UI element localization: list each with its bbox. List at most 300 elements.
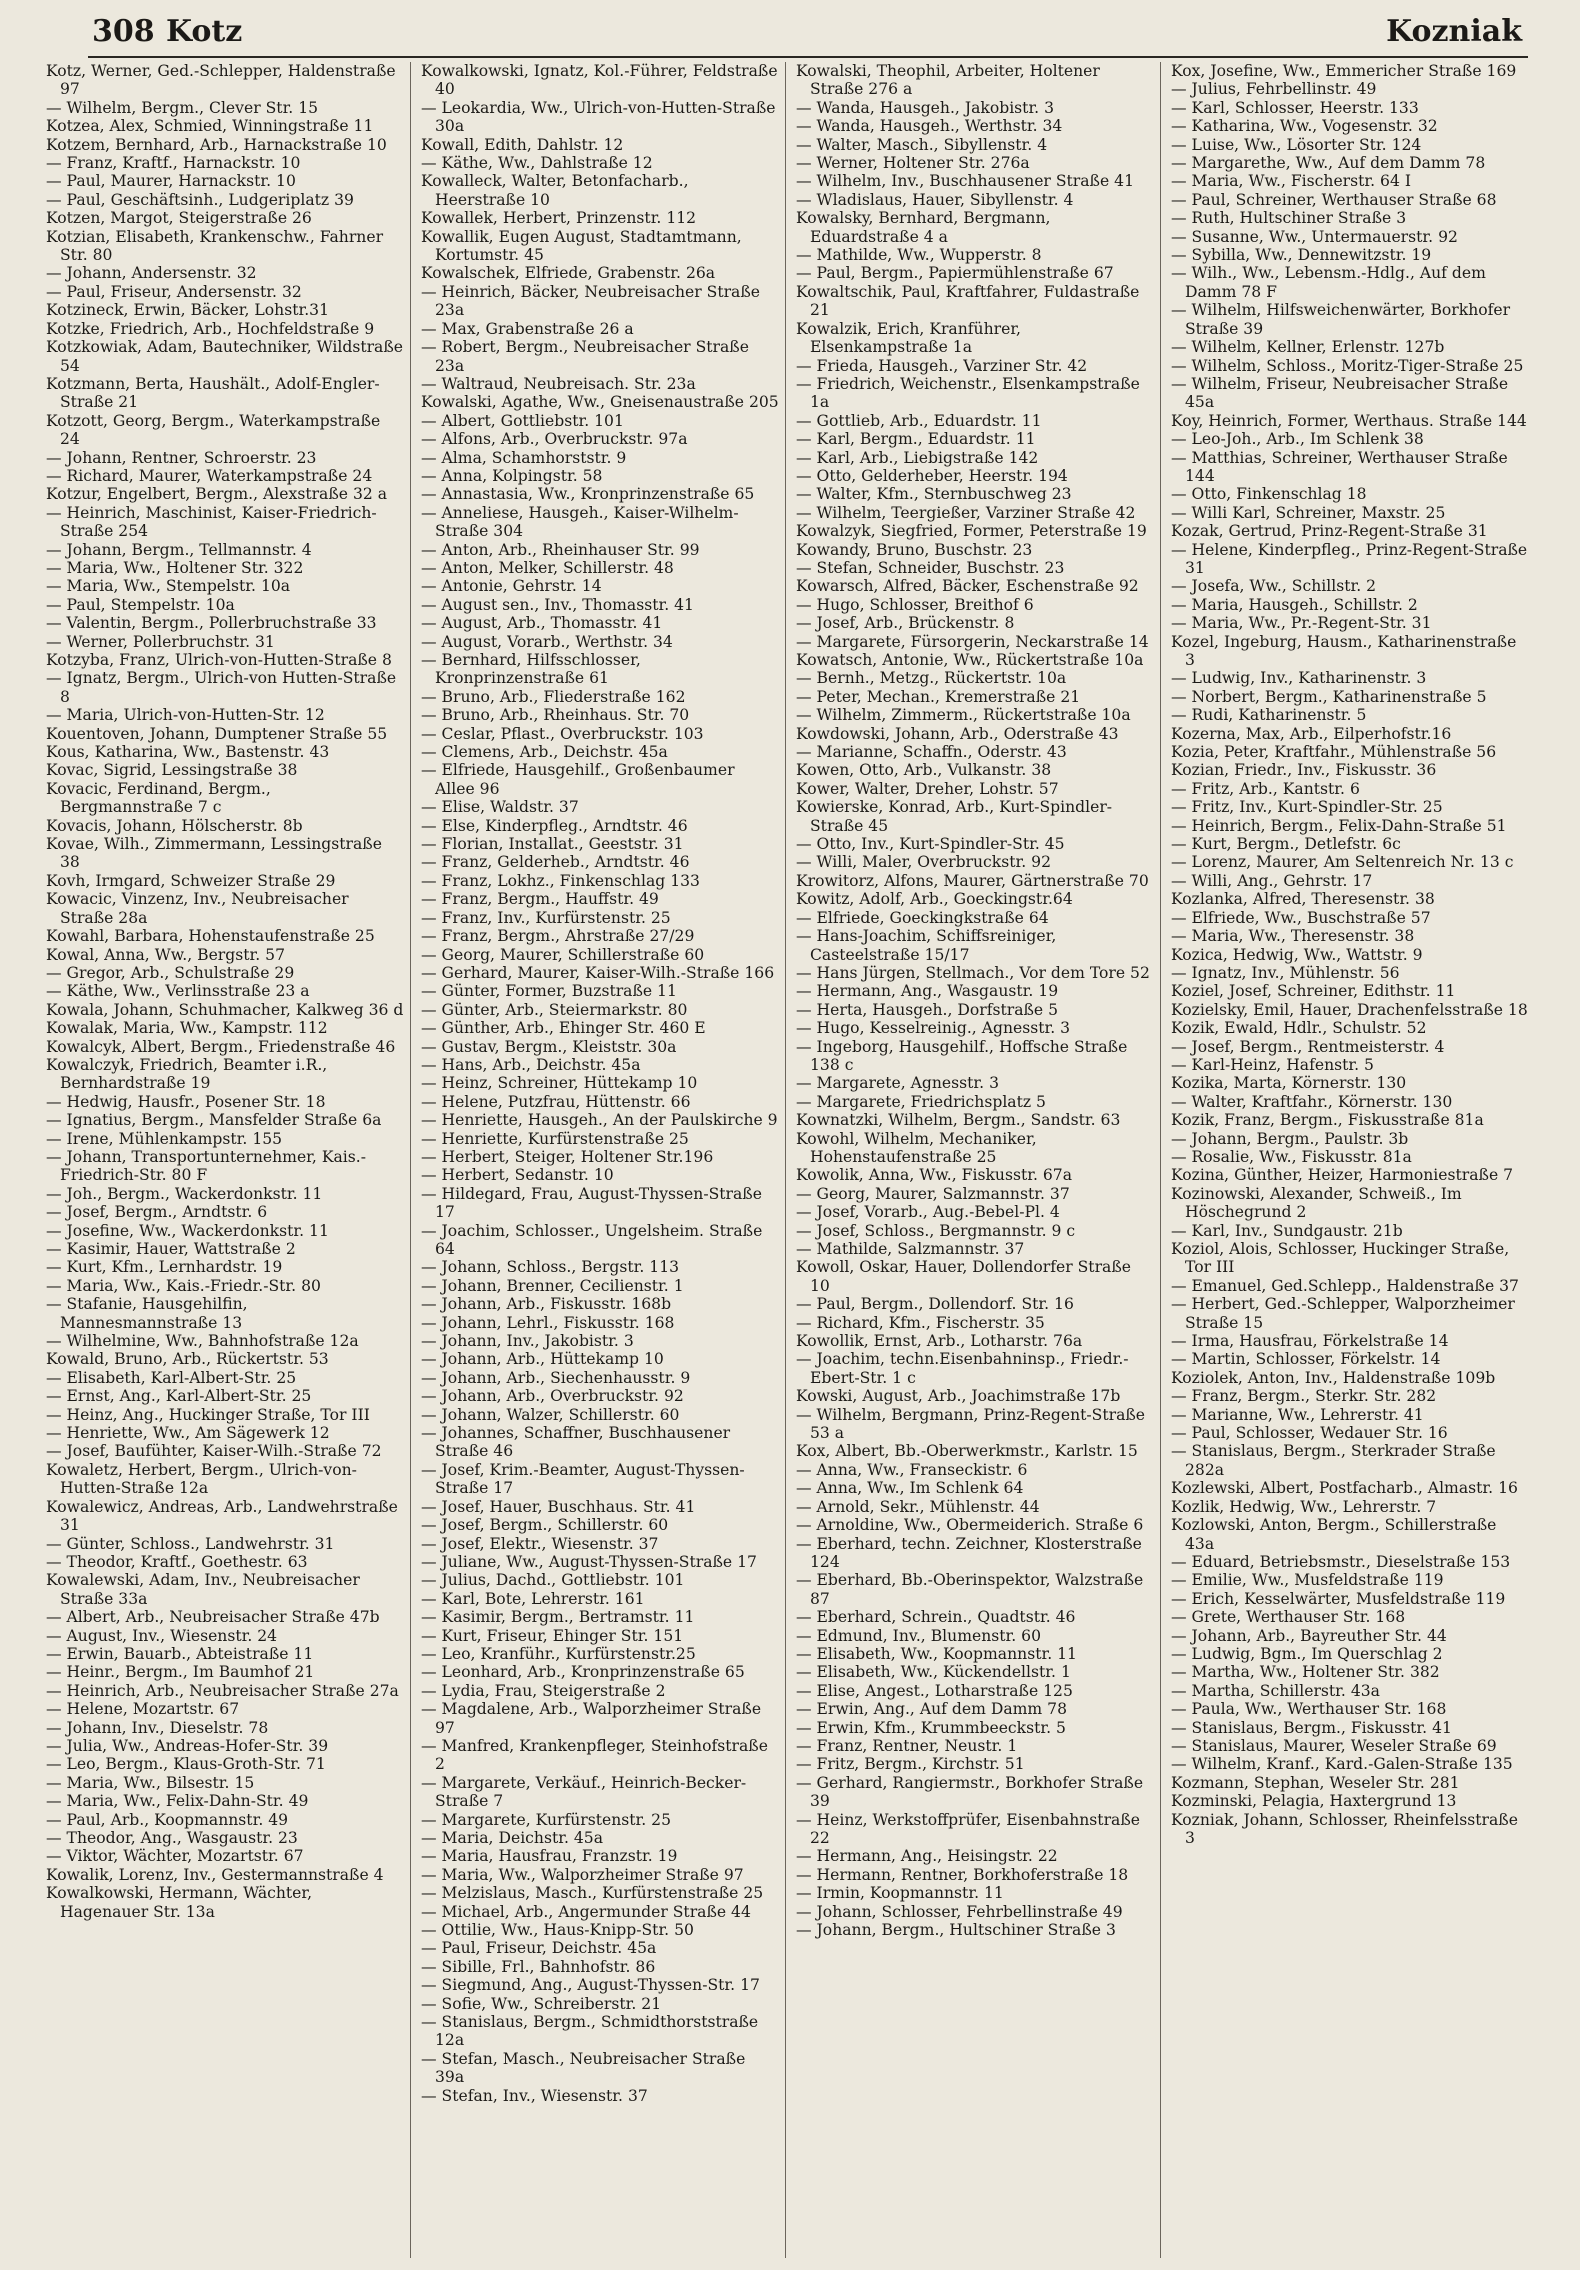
- directory-entry: — Walter, Kraftfahr., Körnerstr. 130: [1171, 1092, 1453, 1111]
- directory-entry: Kowalewicz, Andreas, Arb., Landwehrstraße 31: [46, 1497, 398, 1535]
- directory-entry: — Anna, Ww., Im Schlenk 64: [796, 1479, 1024, 1498]
- directory-entry: — August, Vorarb., Werthstr. 34: [421, 632, 673, 651]
- directory-entry: — Josef, Bergm., Schillerstr. 60: [421, 1516, 669, 1535]
- directory-entry: — Georg, Maurer, Salzmannstr. 37: [796, 1184, 1070, 1203]
- directory-entry: — Sofie, Ww., Schreiberstr. 21: [421, 1994, 662, 2013]
- directory-entry: Kozielsky, Emil, Hauer, Drachenfelsstraße 18: [1171, 1000, 1528, 1019]
- directory-entry: — Stanislaus, Bergm., Sterkrader Straße 282a: [1171, 1442, 1496, 1479]
- directory-entry: Kozerna, Max, Arb., Eilperhofstr.16: [1171, 724, 1452, 743]
- directory-entry: — Elfriede, Hausgehilf., Großenbaumer Allee 96: [421, 761, 735, 798]
- directory-entry: — Bruno, Arb., Rheinhaus. Str. 70: [421, 706, 690, 725]
- directory-entry: — Johann, Lehrl., Fiskusstr. 168: [421, 1313, 675, 1332]
- directory-entry: Kowallek, Herbert, Prinzenstr. 112: [421, 209, 697, 228]
- directory-entry: — Walter, Masch., Sibyllenstr. 4: [796, 135, 1048, 154]
- directory-entry: Kowallik, Eugen August, Stadtamtmann, Kortumstr. 45: [421, 227, 742, 265]
- directory-entry: — Hans Jürgen, Stellmach., Vor dem Tore 52: [796, 963, 1150, 982]
- directory-entry: — Josef, Bergm., Arndtstr. 6: [46, 1203, 268, 1222]
- directory-entry: — Anton, Melker, Schillerstr. 48: [421, 558, 674, 577]
- directory-entry: Kozica, Hedwig, Ww., Wattstr. 9: [1171, 945, 1423, 964]
- directory-entry: — Heinrich, Arb., Neubreisacher Straße 27a: [46, 1681, 399, 1700]
- directory-entry: — Matthias, Schreiner, Werthauser Straße 144: [1171, 448, 1508, 485]
- directory-entry: — Walter, Kfm., Sternbuschweg 23: [796, 485, 1072, 504]
- directory-entry: Koziol, Alois, Schlosser, Huckinger Straße, Tor III: [1171, 1240, 1510, 1277]
- directory-entry: Kovacis, Johann, Hölscherstr. 8b: [46, 816, 303, 835]
- directory-entry: — Gerhard, Maurer, Kaiser-Wilh.-Straße 166: [421, 963, 775, 982]
- directory-entry: Kotzott, Georg, Bergm., Waterkampstraße 24: [46, 411, 381, 449]
- directory-entry: — Irene, Mühlenkampstr. 155: [46, 1129, 283, 1148]
- directory-entry: — Ludwig, Bgm., Im Querschlag 2: [1171, 1644, 1443, 1663]
- directory-entry: — Maria, Ww., Bilsestr. 15: [46, 1773, 255, 1792]
- directory-entry: — Heinrich, Bergm., Felix-Dahn-Straße 51: [1171, 816, 1507, 835]
- directory-entry: — Alma, Schamhorststr. 9: [421, 448, 627, 467]
- directory-entry: — Käthe, Ww., Dahlstraße 12: [421, 154, 653, 173]
- directory-entry: — Maria, Ww., Stempelstr. 10a: [46, 577, 291, 596]
- directory-entry: Kowarsch, Alfred, Bäcker, Eschenstraße 92: [796, 577, 1139, 596]
- directory-entry: — Stanislaus, Maurer, Weseler Straße 69: [1171, 1736, 1497, 1755]
- directory-entry: — Erwin, Bauarb., Abteistraße 11: [46, 1644, 314, 1663]
- directory-entry: — Josef, Arb., Brückenstr. 8: [796, 614, 1015, 633]
- directory-entry: — Elise, Waldstr. 37: [421, 798, 579, 817]
- directory-entry: Koy, Heinrich, Former, Werthaus. Straße 144: [1171, 411, 1527, 430]
- directory-entry: Kowalski, Theophil, Arbeiter, Holtener Straße 276 a: [796, 62, 1100, 99]
- directory-entry: Kowitz, Adolf, Arb., Goeckingstr.64: [796, 890, 1073, 909]
- directory-entry: — Eberhard, Bb.-Oberinspektor, Walzstraße 87: [796, 1571, 1144, 1608]
- directory-entry: — Stanislaus, Bergm., Schmidthorststraße 12a: [421, 2013, 759, 2050]
- directory-entry: Kox, Albert, Bb.-Oberwerkmstr., Karlstr. 15: [796, 1442, 1138, 1461]
- directory-entry: — Hugo, Kesselreinig., Agnesstr. 3: [796, 1019, 1071, 1038]
- directory-entry: Kowalkowski, Hermann, Wächter, Hagenauer Str. 13a: [46, 1884, 313, 1921]
- directory-entry: — Theodor, Kraftf., Goethestr. 63: [46, 1552, 308, 1571]
- directory-entry: — Maria, Ww., Kais.-Friedr.-Str. 80: [46, 1276, 321, 1295]
- directory-entry: — Fritz, Inv., Kurt-Spindler-Str. 25: [1171, 798, 1443, 817]
- directory-entry: Kowen, Otto, Arb., Vulkanstr. 38: [796, 761, 1052, 780]
- directory-entry: — Eduard, Betriebsmstr., Dieselstraße 153: [1171, 1552, 1511, 1571]
- directory-entry: — Paul, Arb., Koopmannstr. 49: [46, 1810, 289, 1829]
- directory-entry: Kozika, Marta, Körnerstr. 130: [1171, 1074, 1407, 1093]
- directory-entry: — Karl, Bote, Lehrerstr. 161: [421, 1589, 645, 1608]
- directory-entry: — Josef, Baufühter, Kaiser-Wilh.-Straße 72: [46, 1442, 382, 1461]
- directory-entry: — Franz, Bergm., Ahrstraße 27/29: [421, 927, 695, 946]
- directory-entry: — Waltraud, Neubreisach. Str. 23a: [421, 374, 696, 393]
- directory-entry: — Günter, Schloss., Landwehrstr. 31: [46, 1534, 335, 1553]
- directory-column-4: [1171, 62, 1536, 2258]
- directory-entry: — Gustav, Bergm., Kleiststr. 30a: [421, 1037, 677, 1056]
- directory-column-2: [421, 62, 786, 2258]
- running-head-right: Kozniak: [1386, 14, 1522, 49]
- directory-entry: Kowatsch, Antonie, Ww., Rückertstraße 10a: [796, 651, 1144, 669]
- directory-entry: — Hedwig, Hausfr., Posener Str. 18: [46, 1092, 326, 1111]
- directory-entry: — Fritz, Bergm., Kirchstr. 51: [796, 1755, 1025, 1774]
- directory-entry: — Franz, Bergm., Sterkr. Str. 282: [1171, 1387, 1437, 1406]
- directory-entry: — Karl, Arb., Liebigstraße 142: [796, 448, 1039, 467]
- directory-entry: Kowall, Edith, Dahlstr. 12: [421, 135, 624, 154]
- directory-entry: — Luise, Ww., Lösorter Str. 124: [1171, 135, 1422, 154]
- directory-entry: Kowohl, Wilhelm, Mechaniker, Hohenstaufenstraße 25: [796, 1129, 1037, 1166]
- directory-entry: — Martin, Schlosser, Förkelstr. 14: [1171, 1350, 1441, 1369]
- directory-entry: — Anneliese, Hausgeh., Kaiser-Wilhelm-Straße 304: [421, 503, 739, 541]
- directory-entry: — Wilhelm, Bergmann, Prinz-Regent-Straße 53 a: [796, 1405, 1146, 1443]
- directory-entry: — Hermann, Ang., Heisingstr. 22: [796, 1847, 1058, 1866]
- directory-entry: — Irma, Hausfrau, Förkelstraße 14: [1171, 1332, 1449, 1351]
- directory-entry: — Margarete, Agnesstr. 3: [796, 1074, 999, 1093]
- directory-entry: — Maria, Ww., Walporzheimer Straße 97: [421, 1865, 744, 1884]
- directory-entry: — Heinz, Werkstoffprüfer, Eisenbahnstraße 22: [796, 1810, 1140, 1847]
- directory-entry: — Karl, Schlosser, Heerstr. 133: [1171, 98, 1419, 117]
- directory-entry: — Wilhelm, Bergm., Clever Str. 15: [46, 98, 319, 117]
- directory-column-1: [46, 62, 411, 2258]
- directory-entry: — Edmund, Inv., Blumenstr. 60: [796, 1626, 1042, 1645]
- directory-entry: — Karl, Bergm., Eduardstr. 11: [796, 430, 1036, 449]
- directory-entry: — Elise, Angest., Lotharstraße 125: [796, 1681, 1073, 1700]
- directory-entry: Kotzkowiak, Adam, Bautechniker, Wildstraße 54: [46, 338, 403, 375]
- directory-entry: — Margarete, Fürsorgerin, Neckarstraße 14: [796, 632, 1149, 651]
- directory-entry: Kozinowski, Alexander, Schweiß., Im Höschegrund 2: [1171, 1184, 1462, 1222]
- directory-entry: — Johann, Arb., Hüttekamp 10: [421, 1350, 664, 1369]
- directory-entry: — Melzislaus, Masch., Kurfürstenstraße 25: [421, 1884, 764, 1903]
- directory-entry: Kowdowski, Johann, Arb., Oderstraße 43: [796, 724, 1119, 743]
- directory-entry: — Bernhard, Hilfsschlosser, Kronprinzenstraße 61: [421, 651, 641, 688]
- directory-entry: — Lydia, Frau, Steigerstraße 2: [421, 1681, 666, 1700]
- directory-entry: — Franz, Kraftf., Harnackstr. 10: [46, 154, 301, 173]
- directory-entry: — Helene, Mozartstr. 67: [46, 1700, 240, 1719]
- directory-entry: — Paul, Bergm., Dollendorf. Str. 16: [796, 1295, 1074, 1314]
- directory-entry: Kowaltschik, Paul, Kraftfahrer, Fuldastraße 21: [796, 282, 1140, 320]
- directory-entry: Kozik, Franz, Bergm., Fiskusstraße 81a: [1171, 1111, 1484, 1130]
- directory-entry: — Anna, Kolpingstr. 58: [421, 466, 603, 485]
- directory-entry: — Maria, Ulrich-von-Hutten-Str. 12: [46, 706, 325, 725]
- directory-entry: — Josef, Hauer, Buschhaus. Str. 41: [421, 1497, 696, 1516]
- directory-entry: Kowal, Anna, Ww., Bergstr. 57: [46, 945, 286, 964]
- directory-entry: — Annastasia, Ww., Kronprinzenstraße 65: [421, 485, 755, 504]
- directory-entry: — Henriette, Kurfürstenstraße 25: [421, 1129, 689, 1148]
- directory-entry: — Arnoldine, Ww., Obermeiderich. Straße 6: [796, 1516, 1144, 1535]
- directory-entry: — Sibille, Frl., Bahnhofstr. 86: [421, 1957, 656, 1976]
- directory-entry: — Rosalie, Ww., Fiskusstr. 81a: [1171, 1147, 1412, 1166]
- directory-entry: — Anton, Arb., Rheinhauser Str. 99: [421, 540, 700, 559]
- directory-entry: — Helene, Kinderpfleg., Prinz-Regent-Straße 31: [1171, 540, 1528, 577]
- directory-entry: — Willi, Ang., Gehrstr. 17: [1171, 871, 1373, 890]
- directory-entry: — Margarete, Kurfürstenstr. 25: [421, 1810, 672, 1829]
- directory-entry: Koziolek, Anton, Inv., Haldenstraße 109b: [1171, 1368, 1496, 1387]
- directory-entry: — Leo, Kranführ., Kurfürstenstr.25: [421, 1644, 696, 1663]
- directory-entry: — Paul, Friseur, Deichstr. 45a: [421, 1939, 657, 1958]
- directory-entry: — Josef, Vorarb., Aug.-Bebel-Pl. 4: [796, 1203, 1060, 1222]
- directory-entry: Kowalkowski, Ignatz, Kol.-Führer, Feldstraße 40: [421, 62, 778, 99]
- directory-entry: — Grete, Werthauser Str. 168: [1171, 1608, 1406, 1627]
- page-number: 308: [92, 14, 155, 49]
- directory-entry: Kowski, August, Arb., Joachimstraße 17b: [796, 1387, 1121, 1406]
- directory-entry: Kovh, Irmgard, Schweizer Straße 29: [46, 871, 336, 890]
- directory-entry: Koziel, Josef, Schreiner, Edithstr. 11: [1171, 982, 1456, 1001]
- directory-entry: Kotz, Werner, Ged.-Schlepper, Haldenstraße 97: [46, 62, 396, 99]
- directory-entry: — Karl-Heinz, Hafenstr. 5: [1171, 1055, 1374, 1074]
- directory-entry: — Wilhelm, Inv., Buschhausener Straße 41: [796, 172, 1134, 191]
- directory-entry: — Sybilla, Ww., Dennewitzstr. 19: [1171, 246, 1432, 265]
- directory-entry: — Erwin, Ang., Auf dem Damm 78: [796, 1700, 1067, 1719]
- directory-entry: — Theodor, Ang., Wasgaustr. 23: [46, 1829, 298, 1847]
- directory-entry: — Joh., Bergm., Wackerdonkstr. 11: [46, 1184, 323, 1203]
- running-head-left: Kotz: [166, 14, 243, 49]
- directory-entry: — Friedrich, Weichenstr., Elsenkampstraße 1a: [796, 374, 1140, 412]
- directory-entry: — Ceslar, Pflast., Overbruckstr. 103: [421, 724, 704, 743]
- directory-entry: Krowitorz, Alfons, Maurer, Gärtnerstraße 70: [796, 871, 1149, 890]
- directory-entry: Kotzea, Alex, Schmied, Winningstraße 11: [46, 117, 374, 136]
- directory-entry: — Julius, Dachd., Gottliebstr. 101: [421, 1571, 685, 1590]
- directory-entry: Kotzmann, Berta, Haushält., Adolf-Engler-Straße 21: [46, 374, 380, 412]
- directory-entry: — Johann, Schlosser, Fehrbellinstraße 49: [796, 1902, 1123, 1921]
- directory-entry: — Mathilde, Ww., Wupperstr. 8: [796, 246, 1042, 265]
- directory-entry: — Ernst, Ang., Karl-Albert-Str. 25: [46, 1387, 312, 1406]
- directory-entry: — Eberhard, Schrein., Quadtstr. 46: [796, 1608, 1076, 1627]
- directory-entry: — Johann, Walzer, Schillerstr. 60: [421, 1405, 680, 1424]
- directory-entry: — Maria, Hausgeh., Schillstr. 2: [1171, 595, 1418, 614]
- directory-entry: — Emanuel, Ged.Schlepp., Haldenstraße 37: [1171, 1276, 1519, 1295]
- directory-entry: — Kurt, Friseur, Ehinger Str. 151: [421, 1626, 684, 1645]
- directory-entry: — Valentin, Bergm., Pollerbruchstraße 33: [46, 614, 377, 633]
- directory-entry: Kozia, Peter, Kraftfahr., Mühlenstraße 56: [1171, 743, 1497, 762]
- directory-entry: — Elfriede, Goeckingkstraße 64: [796, 908, 1049, 927]
- directory-entry: — Fritz, Arb., Kantstr. 6: [1171, 779, 1360, 798]
- directory-entry: Kownatzki, Wilhelm, Bergm., Sandstr. 63: [796, 1111, 1121, 1130]
- directory-entry: — Richard, Maurer, Waterkampstraße 24: [46, 466, 373, 485]
- directory-entry: — Wilhelm, Kranf., Kard.-Galen-Straße 135: [1171, 1755, 1513, 1774]
- directory-entry: — Susanne, Ww., Untermauerstr. 92: [1171, 227, 1458, 246]
- directory-entry: — Martha, Schillerstr. 43a: [1171, 1681, 1380, 1700]
- directory-entry: — Antonie, Gehrstr. 14: [421, 577, 602, 596]
- directory-entry: — Johann, Arb., Bayreuther Str. 44: [1171, 1626, 1447, 1645]
- directory-entry: — Wilhelm, Schloss., Moritz-Tiger-Straße 25: [1171, 356, 1524, 375]
- directory-entry: — Josef, Elektr., Wiesenstr. 37: [421, 1534, 659, 1553]
- directory-entry: — Franz, Bergm., Hauffstr. 49: [421, 890, 659, 909]
- directory-entry: Kozik, Ewald, Hdlr., Schulstr. 52: [1171, 1019, 1427, 1038]
- directory-entry: — Michael, Arb., Angermunder Straße 44: [421, 1902, 751, 1921]
- directory-entry: — Maria, Hausfrau, Franzstr. 19: [421, 1847, 678, 1866]
- directory-entry: — Joachim, techn.Eisenbahninsp., Friedr.-Ebert-Str. 1 c: [796, 1350, 1129, 1387]
- directory-entry: — Viktor, Wächter, Mozartstr. 67: [46, 1847, 304, 1866]
- directory-entry: — Otto, Finkenschlag 18: [1171, 485, 1367, 504]
- directory-entry: — Kasimir, Hauer, Wattstraße 2: [46, 1240, 296, 1258]
- directory-entry: Kowalczyk, Friedrich, Beamter i.R., Bernhardstraße 19: [46, 1055, 328, 1093]
- directory-entry: — Bruno, Arb., Fliederstraße 162: [421, 687, 686, 706]
- directory-entry: — Wanda, Hausgeh., Werthstr. 34: [796, 117, 1063, 136]
- directory-entry: — Maria, Ww., Holtener Str. 322: [46, 558, 304, 577]
- directory-entry: — Gerhard, Rangiermstr., Borkhofer Straße 39: [796, 1773, 1144, 1811]
- directory-entry: — Magdalene, Arb., Walporzheimer Straße 97: [421, 1700, 762, 1737]
- directory-entry: — Eberhard, techn. Zeichner, Klosterstraße 124: [796, 1534, 1142, 1571]
- directory-entry: Kowald, Bruno, Arb., Rückertstr. 53: [46, 1350, 329, 1369]
- directory-entry: — Günther, Arb., Ehinger Str. 460 E: [421, 1019, 706, 1038]
- directory-entry: — Josefine, Ww., Wackerdonkstr. 11: [46, 1221, 329, 1240]
- directory-entry: — Werner, Holtener Str. 276a: [796, 154, 1030, 173]
- directory-entry: — Paul, Schreiner, Werthauser Straße 68: [1171, 190, 1497, 209]
- directory-entry: Kotzur, Engelbert, Bergm., Alexstraße 32 a: [46, 485, 388, 504]
- directory-entry: Kowalak, Maria, Ww., Kampstr. 112: [46, 1019, 328, 1038]
- directory-entry: — Johann, Andersenstr. 32: [46, 264, 257, 283]
- directory-entry: — Johann, Rentner, Schroerstr. 23: [46, 448, 317, 467]
- directory-entry: — Heinz, Schreiner, Hüttekamp 10: [421, 1074, 698, 1093]
- directory-entry: — Johann, Arb., Overbruckstr. 92: [421, 1387, 684, 1406]
- directory-entry: — Hans-Joachim, Schiffsreiniger, Casteelstraße 15/17: [796, 927, 1057, 964]
- directory-entry: — Robert, Bergm., Neubreisacher Straße 23a: [421, 338, 749, 375]
- directory-entry: — Norbert, Bergm., Katharinenstraße 5: [1171, 687, 1487, 706]
- directory-entry: Kozniak, Johann, Schlosser, Rheinfelsstraße 3: [1171, 1810, 1518, 1847]
- directory-entry: — Helene, Putzfrau, Hüttenstr. 66: [421, 1092, 691, 1111]
- directory-entry: Kowalzik, Erich, Kranführer, Elsenkampstraße 1a: [796, 319, 1022, 357]
- directory-entry: — Stefan, Masch., Neubreisacher Straße 39a: [421, 2049, 746, 2087]
- directory-entry: — Josef, Bergm., Rentmeisterstr. 4: [1171, 1037, 1445, 1056]
- directory-entry: Kower, Walter, Dreher, Lohstr. 57: [796, 779, 1059, 798]
- directory-entry: — Peter, Mechan., Kremerstraße 21: [796, 687, 1081, 706]
- directory-entry: — Erich, Kesselwärter, Musfeldstraße 119: [1171, 1589, 1506, 1608]
- directory-entry: — Johann, Bergm., Hultschiner Straße 3: [796, 1921, 1116, 1940]
- directory-entry: — Johann, Inv., Dieselstr. 78: [46, 1718, 269, 1737]
- directory-entry: Kozmann, Stephan, Weseler Str. 281: [1171, 1773, 1460, 1792]
- directory-entry: — Johann, Arb., Siechenhausstr. 9: [421, 1368, 691, 1387]
- directory-column-3: [796, 62, 1161, 2258]
- directory-entry: — Else, Kinderpfleg., Arndtstr. 46: [421, 816, 688, 835]
- directory-entry: — Otto, Inv., Kurt-Spindler-Str. 45: [796, 835, 1065, 854]
- directory-entry: Kowalschek, Elfriede, Grabenstr. 26a: [421, 264, 716, 283]
- directory-entry: Kovae, Wilh., Zimmermann, Lessingstraße 38: [46, 835, 382, 872]
- directory-entry: Kouentoven, Johann, Dumptener Straße 55: [46, 724, 388, 743]
- directory-entry: — Florian, Installat., Geeststr. 31: [421, 835, 684, 854]
- directory-entry: — Wilhelm, Teergießer, Varziner Straße 42: [796, 503, 1136, 522]
- directory-entry: — Johann, Arb., Fiskusstr. 168b: [421, 1295, 672, 1314]
- directory-entry: — Wilhelm, Hilfsweichenwärter, Borkhofer Straße 39: [1171, 301, 1511, 338]
- directory-entry: Kous, Katharina, Ww., Bastenstr. 43: [46, 743, 330, 762]
- directory-entry: — Käthe, Ww., Verlinsstraße 23 a: [46, 982, 310, 1001]
- directory-entry: — Herta, Hausgeh., Dorfstraße 5: [796, 1000, 1059, 1019]
- directory-entry: — Julia, Ww., Andreas-Hofer-Str. 39: [46, 1736, 329, 1755]
- directory-entry: — Otto, Gelderheber, Heerstr. 194: [796, 466, 1068, 485]
- directory-entry: — Henriette, Ww., Am Sägewerk 12: [46, 1424, 330, 1443]
- directory-entry: — Anna, Ww., Franseckistr. 6: [796, 1460, 1028, 1479]
- directory-entry: — Georg, Maurer, Schillerstraße 60: [421, 945, 705, 964]
- directory-entry: — Herbert, Steiger, Holtener Str.196: [421, 1147, 714, 1166]
- directory-entry: — Wilhelm, Zimmerm., Rückertstraße 10a: [796, 706, 1131, 725]
- directory-entry: — Maria, Ww., Pr.-Regent-Str. 31: [1171, 614, 1432, 633]
- directory-entry: — Arnold, Sekr., Mühlenstr. 44: [796, 1497, 1040, 1516]
- directory-entry: — Siegmund, Ang., August-Thyssen-Str. 17: [421, 1976, 760, 1995]
- directory-entry: Kotzke, Friedrich, Arb., Hochfeldstraße 9: [46, 319, 375, 338]
- directory-entry: — Stefan, Schneider, Buschstr. 23: [796, 558, 1065, 577]
- directory-entry: — Manfred, Krankenpfleger, Steinhofstraße 2: [421, 1736, 768, 1774]
- directory-entry: — Marianne, Ww., Lehrerstr. 41: [1171, 1405, 1424, 1424]
- directory-entry: Kotzyba, Franz, Ulrich-von-Hutten-Straße 8: [46, 651, 392, 669]
- directory-entry: — Leo, Bergm., Klaus-Groth-Str. 71: [46, 1755, 326, 1774]
- directory-entry: — Heinrich, Bäcker, Neubreisacher Straße 23a: [421, 282, 760, 320]
- directory-entry: — Wilhelm, Kellner, Erlenstr. 127b: [1171, 338, 1445, 357]
- directory-entry: — Josef, Schloss., Bergmannstr. 9 c: [796, 1221, 1076, 1240]
- directory-entry: Kowierske, Konrad, Arb., Kurt-Spindler-Straße 45: [796, 798, 1113, 835]
- directory-entry: Kovac, Sigrid, Lessingstraße 38: [46, 761, 298, 780]
- directory-entry: — August, Inv., Wiesenstr. 24: [46, 1626, 278, 1645]
- directory-entry: — Ottilie, Ww., Haus-Knipp-Str. 50: [421, 1921, 694, 1940]
- directory-entry: — Heinz, Ang., Huckinger Straße, Tor III: [46, 1405, 370, 1424]
- directory-entry: — Willi Karl, Schreiner, Maxstr. 25: [1171, 503, 1446, 522]
- directory-entry: Kotzen, Margot, Steigerstraße 26: [46, 209, 312, 228]
- directory-entry: — Max, Grabenstraße 26 a: [421, 319, 634, 338]
- directory-entry: — Elisabeth, Karl-Albert-Str. 25: [46, 1368, 297, 1387]
- directory-entry: — Franz, Lokhz., Finkenschlag 133: [421, 871, 700, 890]
- directory-entry: Kowalsky, Bernhard, Bergmann, Eduardstraße 4 a: [796, 209, 1051, 246]
- directory-entry: — Elisabeth, Ww., Kückendellstr. 1: [796, 1663, 1071, 1682]
- directory-entry: — August sen., Inv., Thomasstr. 41: [421, 595, 694, 614]
- directory-entry: — Wilhelmine, Ww., Bahnhofstraße 12a: [46, 1332, 359, 1351]
- directory-entry: — Günter, Arb., Steiermarkstr. 80: [421, 1000, 688, 1019]
- directory-entry: — Hermann, Ang., Wasgaustr. 19: [796, 982, 1059, 1001]
- directory-entry: — Stafanie, Hausgehilfin, Mannesmannstraße 13: [46, 1295, 248, 1332]
- directory-entry: — Karl, Inv., Sundgaustr. 21b: [1171, 1221, 1403, 1240]
- directory-entry: — Franz, Rentner, Neustr. 1: [796, 1736, 1018, 1755]
- directory-entry: — Hans, Arb., Deichstr. 45a: [421, 1055, 641, 1074]
- directory-entry: Kozlik, Hedwig, Ww., Lehrerstr. 7: [1171, 1497, 1437, 1516]
- directory-entry: Kozian, Friedr., Inv., Fiskusstr. 36: [1171, 761, 1437, 780]
- directory-entry: — Paul, Geschäftsinh., Ludgeriplatz 39: [46, 190, 354, 209]
- directory-entry: — Willi, Maler, Overbruckstr. 92: [796, 853, 1052, 872]
- directory-entry: — Juliane, Ww., August-Thyssen-Straße 17: [421, 1552, 757, 1571]
- directory-entry: Kowaletz, Herbert, Bergm., Ulrich-von-Hutten-Straße 12a: [46, 1460, 357, 1498]
- directory-entry: — Johann, Inv., Jakobistr. 3: [421, 1332, 634, 1351]
- directory-entry: — Franz, Inv., Kurfürstenstr. 25: [421, 908, 671, 927]
- directory-entry: — Leokardia, Ww., Ulrich-von-Hutten-Straße 30a: [421, 98, 776, 136]
- directory-entry: Kotzineck, Erwin, Bäcker, Lohstr.31: [46, 301, 330, 320]
- directory-entry: — Maria, Deichstr. 45a: [421, 1829, 604, 1847]
- directory-entry: Kowalleck, Walter, Betonfacharb., Heerstraße 10: [421, 172, 689, 209]
- directory-entry: — Stanislaus, Bergm., Fiskusstr. 41: [1171, 1718, 1452, 1737]
- directory-entry: — Margarethe, Ww., Auf dem Damm 78: [1171, 154, 1486, 173]
- directory-entry: — Paul, Friseur, Andersenstr. 32: [46, 282, 302, 301]
- directory-entry: Kozina, Günther, Heizer, Harmoniestraße 7: [1171, 1166, 1514, 1185]
- directory-entry: — Wanda, Hausgeh., Jakobistr. 3: [796, 98, 1055, 117]
- directory-entry: Kowacic, Vinzenz, Inv., Neubreisacher Straße 28a: [46, 890, 349, 927]
- directory-entry: Kozel, Ingeburg, Hausm., Katharinenstraße 3: [1171, 632, 1517, 669]
- directory-entry: — Joachim, Schlosser., Ungelsheim. Straße 64: [421, 1221, 763, 1258]
- directory-entry: — Gottlieb, Arb., Eduardstr. 11: [796, 411, 1042, 430]
- directory-entry: Kowolik, Anna, Ww., Fiskusstr. 67a: [796, 1166, 1073, 1185]
- directory-entry: — Ignatz, Inv., Mühlenstr. 56: [1171, 963, 1400, 982]
- directory-entry: Kowahl, Barbara, Hohenstaufenstraße 25: [46, 927, 375, 946]
- directory-entry: — Josefa, Ww., Schillstr. 2: [1171, 577, 1377, 596]
- directory-entry: — Irmin, Koopmannstr. 11: [796, 1884, 1004, 1903]
- directory-entry: — Margarete, Friedrichsplatz 5: [796, 1092, 1046, 1111]
- directory-entry: — Johann, Bergm., Paulstr. 3b: [1171, 1129, 1409, 1148]
- directory-entry: — Clemens, Arb., Deichstr. 45a: [421, 743, 668, 762]
- directory-entry: — Richard, Kfm., Fischerstr. 35: [796, 1313, 1045, 1332]
- directory-entry: — Hildegard, Frau, August-Thyssen-Straße 17: [421, 1184, 762, 1222]
- directory-entry: — Paula, Ww., Werthauser Str. 168: [1171, 1700, 1447, 1719]
- directory-entry: Kowalski, Agathe, Ww., Gneisenaustraße 205: [421, 393, 779, 412]
- directory-entry: — Ignatius, Bergm., Mansfelder Straße 6a: [46, 1111, 382, 1130]
- directory-entry: — Johannes, Schaffner, Buschhausener Straße 46: [421, 1424, 731, 1461]
- directory-entry: Kozlanka, Alfred, Theresenstr. 38: [1171, 890, 1435, 909]
- directory-entry: — Johann, Brenner, Cecilienstr. 1: [421, 1276, 684, 1295]
- directory-entry: — Josef, Krim.-Beamter, August-Thyssen-Straße 17: [421, 1460, 745, 1498]
- directory-entry: — Albert, Arb., Neubreisacher Straße 47b: [46, 1608, 380, 1627]
- directory-entry: — Johann, Schloss., Bergstr. 113: [421, 1258, 680, 1277]
- directory-entry: — Stefan, Inv., Wiesenstr. 37: [421, 2086, 648, 2105]
- directory-entry: — Maria, Ww., Felix-Dahn-Str. 49: [46, 1792, 309, 1811]
- directory-entry: Kowalewski, Adam, Inv., Neubreisacher Straße 33a: [46, 1571, 360, 1608]
- directory-entry: — Kasimir, Bergm., Bertramstr. 11: [421, 1608, 695, 1627]
- directory-entry: — Ludwig, Inv., Katharinenstr. 3: [1171, 669, 1427, 688]
- directory-entry: — Mathilde, Salzmannstr. 37: [796, 1240, 1025, 1258]
- directory-entry: — Ingeborg, Hausgehilf., Hoffsche Straße 138 c: [796, 1037, 1128, 1074]
- directory-entry: — Julius, Fehrbellinstr. 49: [1171, 80, 1377, 99]
- directory-entry: Kowalik, Lorenz, Inv., Gestermannstraße 4: [46, 1865, 384, 1884]
- directory-entry: — Lorenz, Maurer, Am Seltenreich Nr. 13 c: [1171, 853, 1514, 872]
- directory-entry: — Maria, Ww., Fischerstr. 64 I: [1171, 172, 1412, 191]
